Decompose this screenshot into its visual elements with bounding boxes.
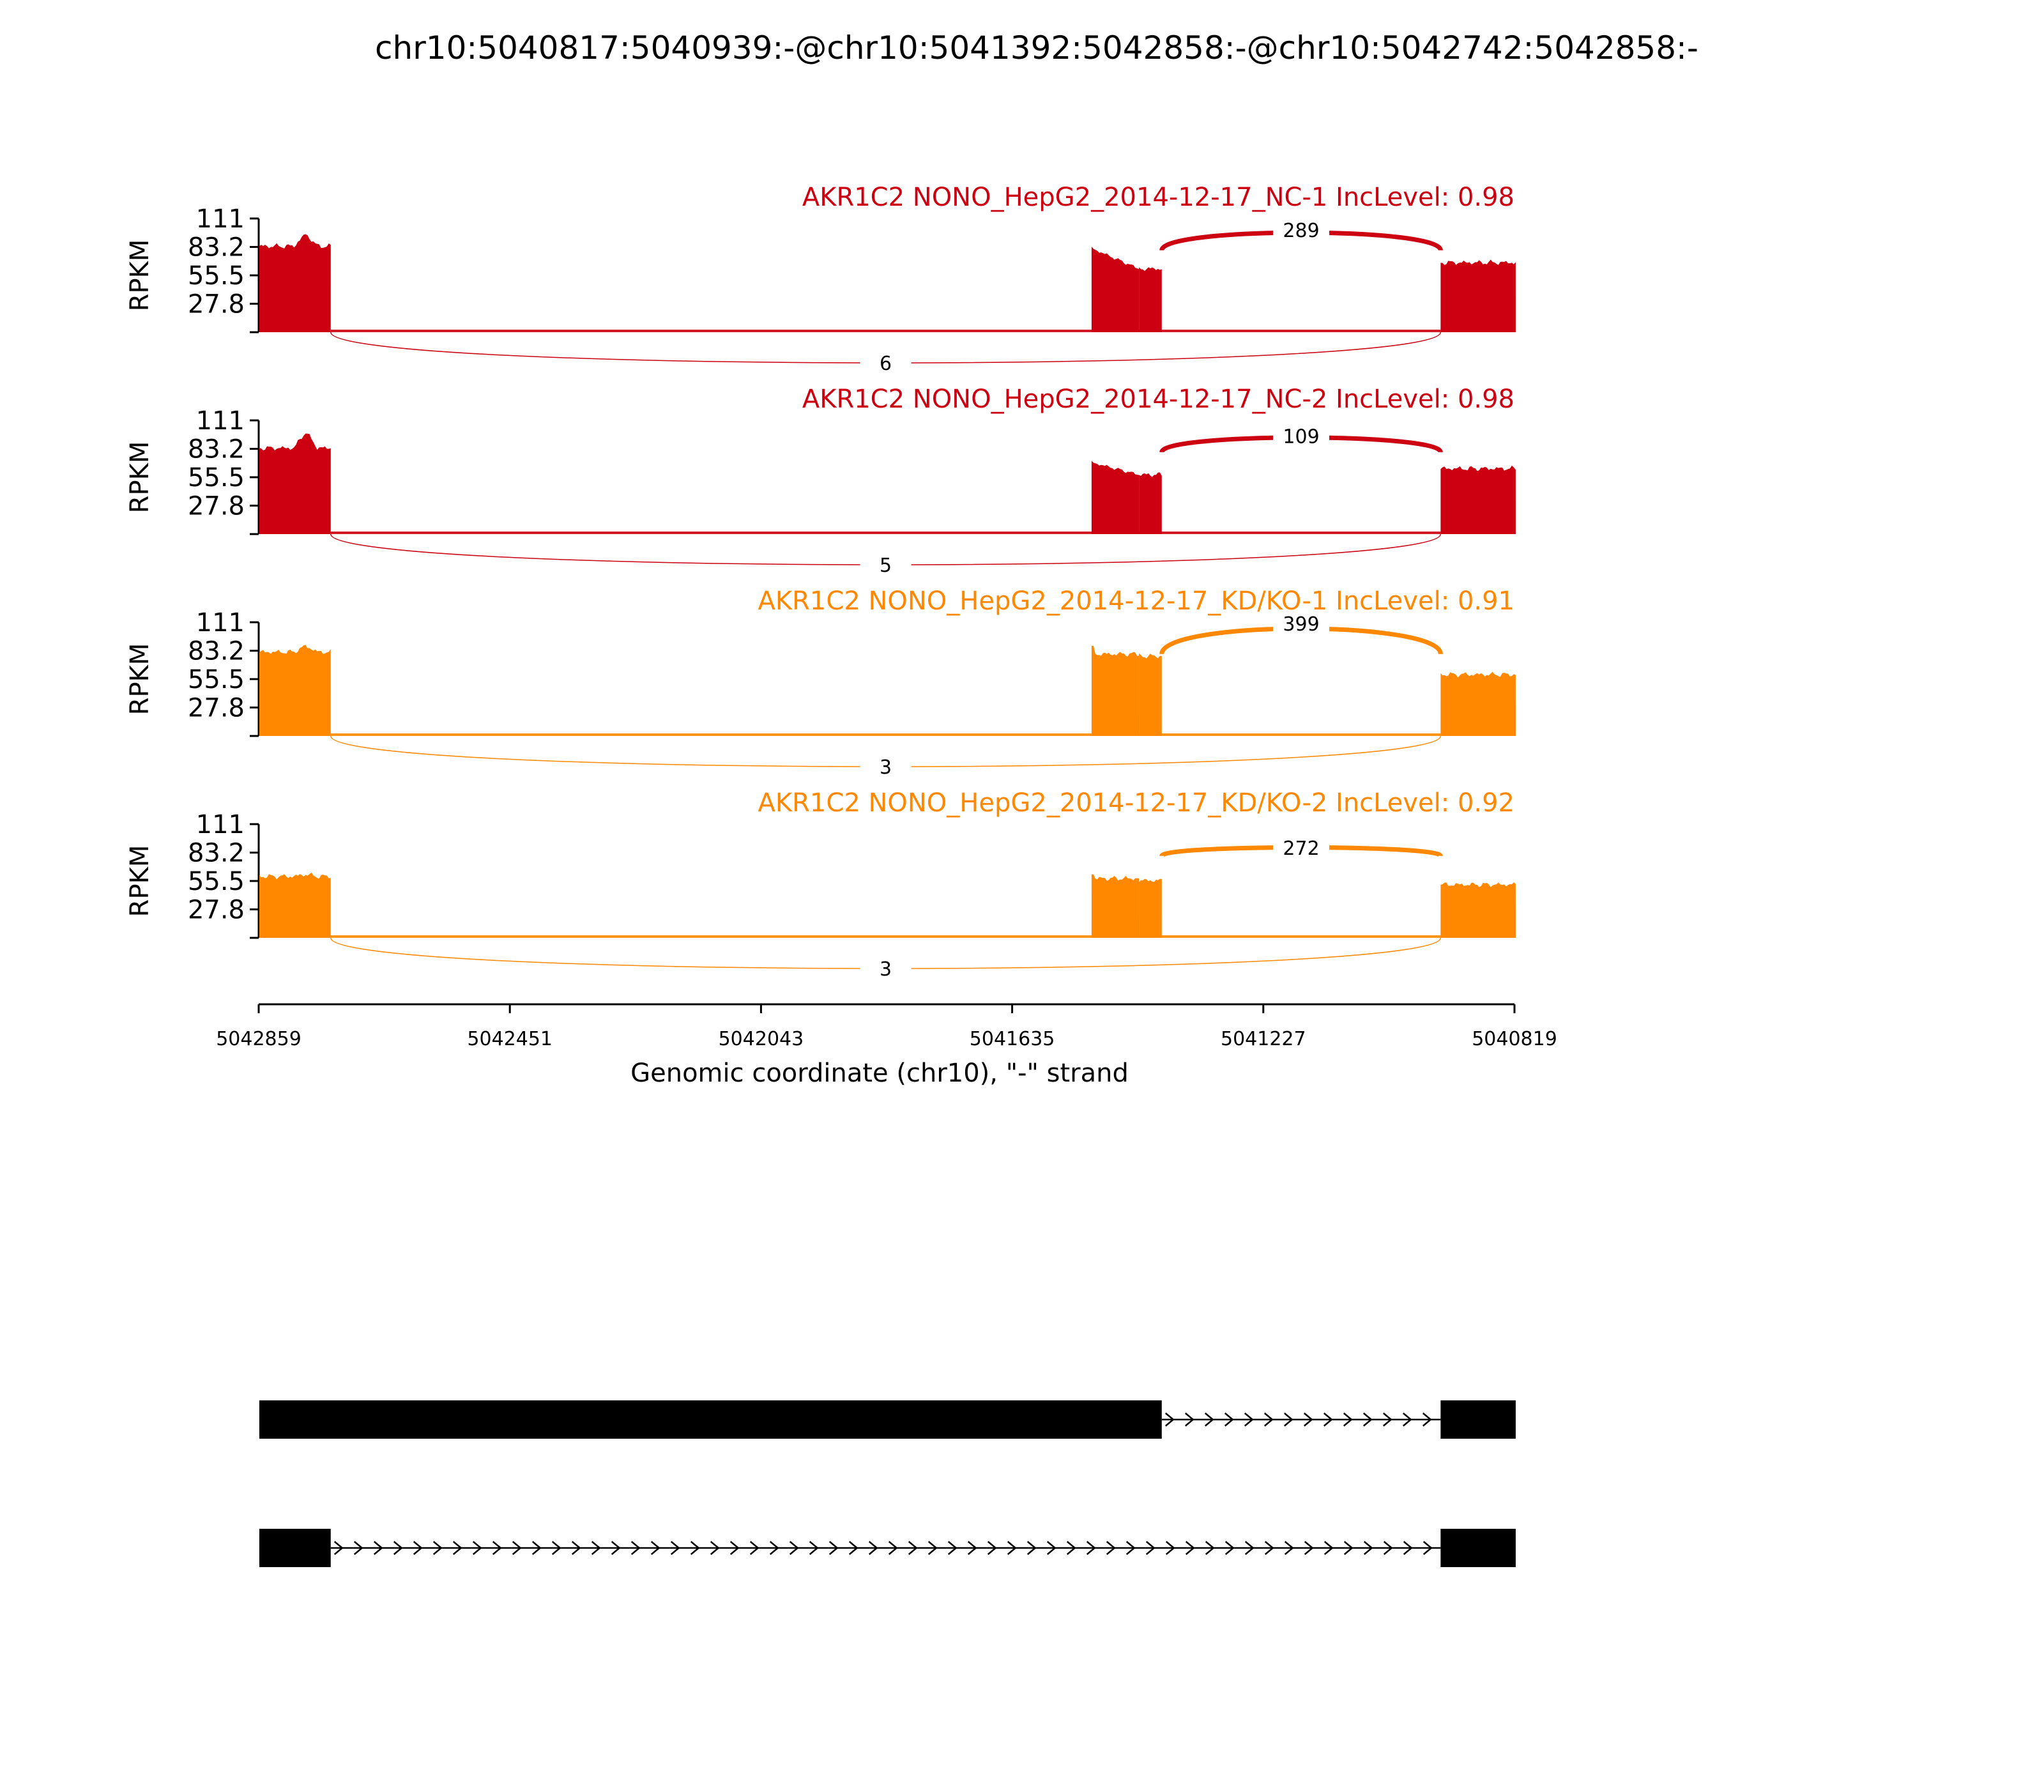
coverage-block bbox=[1139, 879, 1162, 938]
y-tick-label: 55.5 bbox=[187, 867, 245, 896]
coverage-block bbox=[1440, 882, 1516, 938]
y-axis-label: RPKM bbox=[125, 239, 155, 312]
coverage-block bbox=[259, 645, 331, 736]
track-label: AKR1C2 NONO_HepG2_2014-12-17_KD/KO-2 IncLevel: 0.92 bbox=[758, 788, 1514, 818]
exon-block bbox=[259, 1529, 331, 1567]
y-tick-label: 111 bbox=[195, 204, 245, 234]
y-tick-label: 83.2 bbox=[187, 233, 245, 263]
coverage-block bbox=[1139, 267, 1162, 332]
figure-title: chr10:5040817:5040939:-@chr10:5041392:5042858:-@chr10:5042742:5042858:- bbox=[375, 29, 1698, 66]
junction-count: 289 bbox=[1283, 219, 1320, 242]
isoform-1 bbox=[259, 1400, 1516, 1439]
coverage-block bbox=[1092, 875, 1139, 938]
isoform-2 bbox=[259, 1529, 1516, 1567]
y-tick-label: 27.8 bbox=[187, 289, 245, 319]
isoform-models bbox=[259, 1400, 1516, 1567]
track-label: AKR1C2 NONO_HepG2_2014-12-17_NC-2 IncLevel: 0.98 bbox=[802, 385, 1514, 414]
y-tick-label: 55.5 bbox=[187, 665, 245, 694]
track-2 bbox=[125, 385, 1516, 577]
coverage-block bbox=[1139, 654, 1162, 736]
intron-coverage bbox=[331, 935, 1441, 938]
coverage-block bbox=[1092, 646, 1139, 736]
intron-coverage bbox=[331, 330, 1441, 332]
coverage-block bbox=[259, 434, 331, 534]
track-4 bbox=[125, 788, 1516, 981]
track-1 bbox=[125, 183, 1516, 375]
coverage-block bbox=[1440, 259, 1516, 332]
x-axis bbox=[216, 1004, 1557, 1050]
track-label: AKR1C2 NONO_HepG2_2014-12-17_NC-1 IncLevel: 0.98 bbox=[802, 183, 1514, 212]
junction-count: 109 bbox=[1283, 425, 1320, 448]
coverage-block bbox=[1440, 671, 1516, 736]
junction-count: 6 bbox=[880, 353, 892, 375]
exon-block bbox=[1440, 1529, 1516, 1567]
x-tick-label: 5040819 bbox=[1472, 1028, 1557, 1050]
x-axis-label: Genomic coordinate (chr10), "-" strand bbox=[630, 1059, 1129, 1088]
y-axis-label: RPKM bbox=[125, 643, 155, 716]
coverage-block bbox=[1092, 247, 1139, 332]
y-tick-label: 111 bbox=[195, 810, 245, 839]
x-tick-label: 5042451 bbox=[467, 1028, 553, 1050]
junction-count: 272 bbox=[1283, 838, 1320, 861]
y-tick-label: 111 bbox=[195, 406, 245, 436]
track-3 bbox=[125, 586, 1516, 779]
y-axis-label: RPKM bbox=[125, 441, 155, 514]
junction-count: 399 bbox=[1283, 613, 1320, 636]
y-tick-label: 27.8 bbox=[187, 693, 245, 723]
coverage-block bbox=[1092, 461, 1139, 534]
exon-block bbox=[259, 1400, 1162, 1439]
track-label: AKR1C2 NONO_HepG2_2014-12-17_KD/KO-1 IncLevel: 0.91 bbox=[758, 586, 1514, 616]
y-tick-label: 83.2 bbox=[187, 838, 245, 868]
coverage-block bbox=[259, 873, 331, 938]
coverage-block bbox=[1139, 472, 1162, 534]
intron-coverage bbox=[331, 532, 1441, 534]
y-tick-label: 83.2 bbox=[187, 434, 245, 464]
y-tick-label: 27.8 bbox=[187, 491, 245, 521]
coverage-block bbox=[259, 234, 331, 332]
y-tick-label: 55.5 bbox=[187, 463, 245, 493]
y-tick-label: 27.8 bbox=[187, 895, 245, 925]
coverage-block bbox=[1440, 466, 1516, 534]
intron-coverage bbox=[331, 733, 1441, 736]
y-tick-label: 55.5 bbox=[187, 261, 245, 291]
exon-block bbox=[1440, 1400, 1516, 1439]
coverage-tracks bbox=[125, 183, 1516, 981]
junction-count: 5 bbox=[880, 555, 892, 577]
junction-count: 3 bbox=[880, 958, 892, 981]
x-tick-label: 5041635 bbox=[969, 1028, 1055, 1050]
y-tick-label: 111 bbox=[195, 608, 245, 638]
x-tick-label: 5041227 bbox=[1220, 1028, 1306, 1050]
x-tick-label: 5042043 bbox=[718, 1028, 804, 1050]
junction-count: 3 bbox=[880, 756, 892, 779]
y-tick-label: 83.2 bbox=[187, 636, 245, 666]
x-tick-label: 5042859 bbox=[216, 1028, 301, 1050]
y-axis-label: RPKM bbox=[125, 845, 155, 917]
